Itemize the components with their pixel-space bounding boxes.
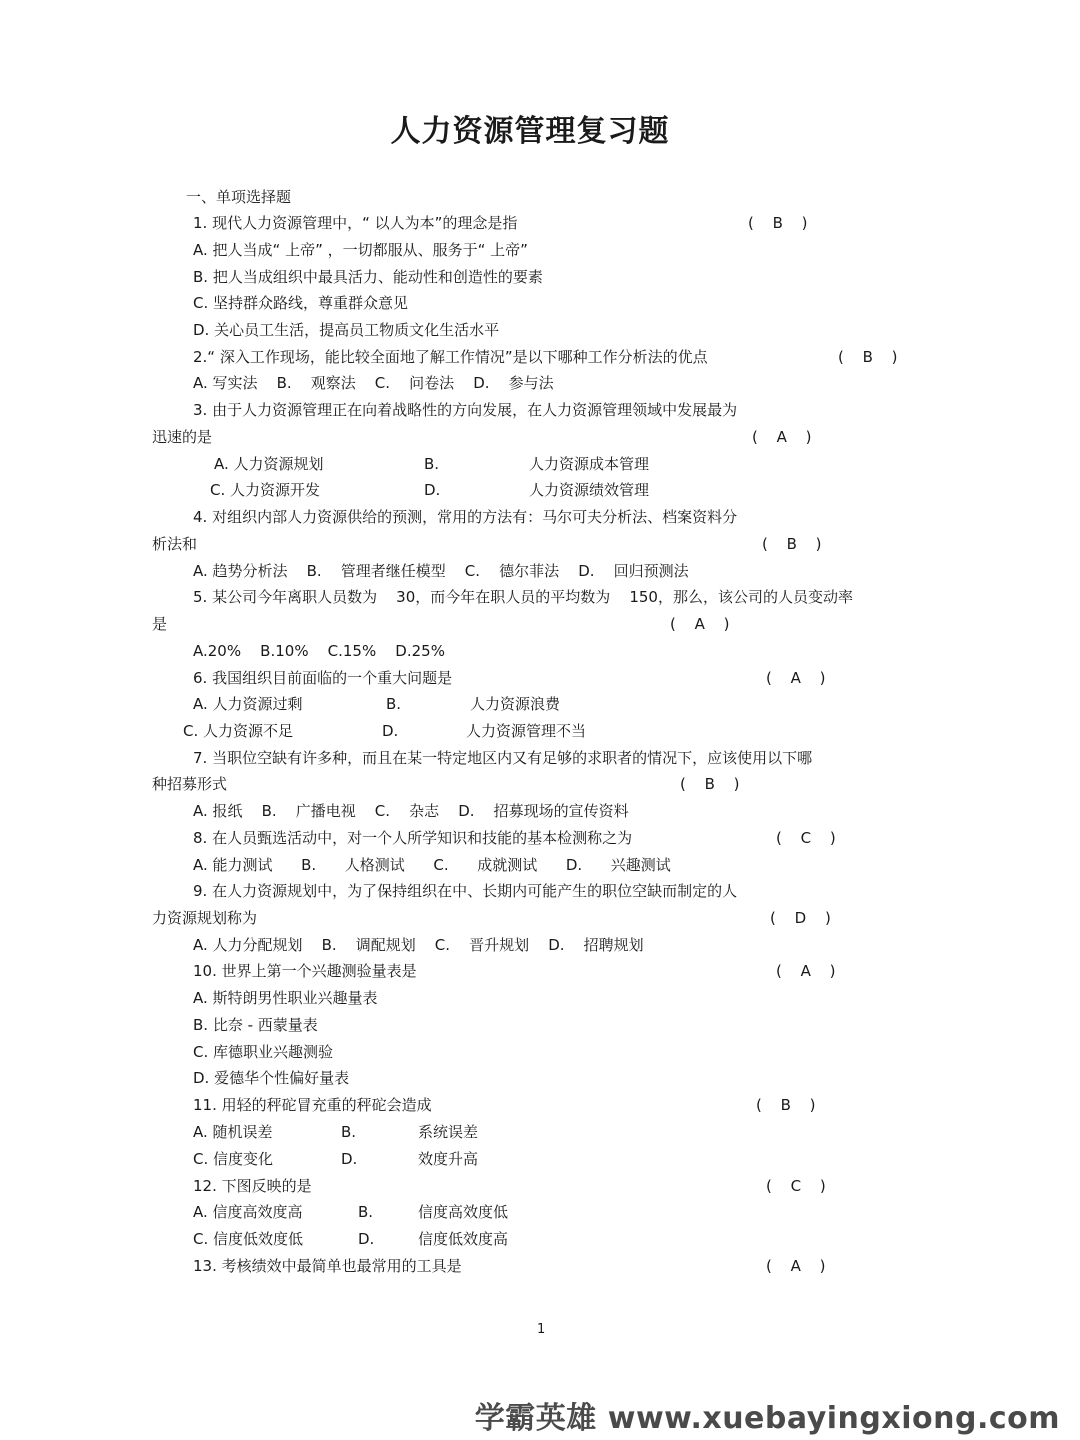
question-10: 10. 世界上第一个兴趣测验量表是 <box>193 962 417 980</box>
question-4-cont: 析法和 <box>152 535 198 553</box>
answer-9: ( D ) <box>770 909 831 927</box>
question-12: 12. 下图反映的是 <box>193 1177 312 1195</box>
option-11b: 系统误差 <box>418 1123 479 1141</box>
option-10d: D. 爱德华个性偏好量表 <box>193 1069 350 1087</box>
question-2: 2.“ 深入工作现场，能比较全面地了解工作情况”是以下哪种工作分析法的优点 <box>193 348 708 366</box>
page-title: 人力资源管理复习题 <box>390 114 670 149</box>
answer-1: ( B ) <box>748 214 808 232</box>
answer-12: ( C ) <box>766 1177 826 1195</box>
option-11d-label: D. <box>341 1150 358 1168</box>
option-3b-label: B. <box>424 455 440 473</box>
answer-10: ( A ) <box>776 962 836 980</box>
option-12d-label: D. <box>358 1230 375 1248</box>
answer-2: ( B ) <box>838 348 898 366</box>
option-3d-label: D. <box>424 481 441 499</box>
option-10b: B. 比奈 - 西蒙量表 <box>193 1016 318 1034</box>
answer-3: ( A ) <box>752 428 812 446</box>
option-6b-label: B. <box>386 695 402 713</box>
option-1a: A. 把人当成“ 上帝” ，一切都服从、服务于“ 上帝” <box>193 241 528 259</box>
question-1: 1. 现代人力资源管理中，“ 以人为本”的理念是指 <box>193 214 518 232</box>
question-11: 11. 用轻的秤砣冒充重的秤砣会造成 <box>193 1096 432 1114</box>
question-6: 6. 我国组织目前面临的一个重大问题是 <box>193 669 453 687</box>
question-7: 7. 当职位空缺有许多种，而且在某一特定地区内又有足够的求职者的情况下，应该使用以下哪 <box>193 749 813 767</box>
question-13: 13. 考核绩效中最简单也最常用的工具是 <box>193 1257 462 1275</box>
option-11d: 效度升高 <box>418 1150 479 1168</box>
option-10a: A. 斯特朗男性职业兴趣量表 <box>193 989 378 1007</box>
option-12b-label: B. <box>358 1203 374 1221</box>
question-3-cont: 迅速的是 <box>152 428 213 446</box>
section-heading: 一、单项选择题 <box>186 188 292 206</box>
answer-6: ( A ) <box>766 669 826 687</box>
answer-11: ( B ) <box>756 1096 816 1114</box>
option-1c: C. 坚持群众路线，尊重群众意见 <box>193 294 409 312</box>
question-9-cont: 力资源规划称为 <box>152 909 258 927</box>
option-12a: A. 信度高效度高 <box>193 1203 303 1221</box>
option-6d-label: D. <box>382 722 399 740</box>
option-1d: D. 关心员工生活，提高员工物质文化生活水平 <box>193 321 500 339</box>
option-1b: B. 把人当成组织中最具活力、能动性和创造性的要素 <box>193 268 543 286</box>
question-5-cont: 是 <box>152 615 168 633</box>
option-11b-label: B. <box>341 1123 357 1141</box>
option-3d: 人力资源绩效管理 <box>529 481 650 499</box>
page-number: 1 <box>537 1322 546 1337</box>
question-8: 8. 在人员甄选活动中，对一个人所学知识和技能的基本检测称之为 <box>193 829 633 847</box>
answer-7: ( B ) <box>680 775 740 793</box>
options-7: A. 报纸 B. 广播电视 C. 杂志 D. 招募现场的宣传资料 <box>193 802 629 820</box>
option-3b: 人力资源成本管理 <box>529 455 650 473</box>
options-4: A. 趋势分析法 B. 管理者继任模型 C. 德尔菲法 D. 回归预测法 <box>193 562 689 580</box>
option-12c: C. 信度低效度低 <box>193 1230 304 1248</box>
question-3: 3. 由于人力资源管理正在向着战略性的方向发展，在人力资源管理领域中发展最为 <box>193 401 738 419</box>
option-3c: C. 人力资源开发 <box>210 481 321 499</box>
answer-5: ( A ) <box>670 615 730 633</box>
options-5: A.20% B.10% C.15% D.25% <box>193 642 445 660</box>
options-8: A. 能力测试 B. 人格测试 C. 成就测试 D. 兴趣测试 <box>193 856 671 874</box>
question-5: 5. 某公司今年离职人员数为 30，而今年在职人员的平均数为 150，那么，该公司的人员变动率 <box>193 588 853 606</box>
option-3a: A. 人力资源规划 <box>214 455 324 473</box>
options-2: A. 写实法 B. 观察法 C. 问卷法 D. 参与法 <box>193 374 554 392</box>
watermark: 学霸英雄 www.xuebayingxiong.com <box>474 1401 1060 1436</box>
option-10c: C. 库德职业兴趣测验 <box>193 1043 334 1061</box>
option-6c: C. 人力资源不足 <box>183 722 294 740</box>
question-9: 9. 在人力资源规划中，为了保持组织在中、长期内可能产生的职位空缺而制定的人 <box>193 882 738 900</box>
options-9: A. 人力分配规划 B. 调配规划 C. 晋升规划 D. 招聘规划 <box>193 936 644 954</box>
answer-8: ( C ) <box>776 829 836 847</box>
option-11a: A. 随机误差 <box>193 1123 273 1141</box>
option-6b: 人力资源浪费 <box>470 695 561 713</box>
question-7-cont: 种招募形式 <box>152 775 228 793</box>
option-11c: C. 信度变化 <box>193 1150 274 1168</box>
option-12b: 信度高效度低 <box>418 1203 509 1221</box>
question-4: 4. 对组织内部人力资源供给的预测，常用的方法有：马尔可夫分析法、档案资料分 <box>193 508 738 526</box>
option-6d: 人力资源管理不当 <box>466 722 587 740</box>
option-6a: A. 人力资源过剩 <box>193 695 303 713</box>
option-12d: 信度低效度高 <box>418 1230 509 1248</box>
answer-13: ( A ) <box>766 1257 826 1275</box>
answer-4: ( B ) <box>762 535 822 553</box>
